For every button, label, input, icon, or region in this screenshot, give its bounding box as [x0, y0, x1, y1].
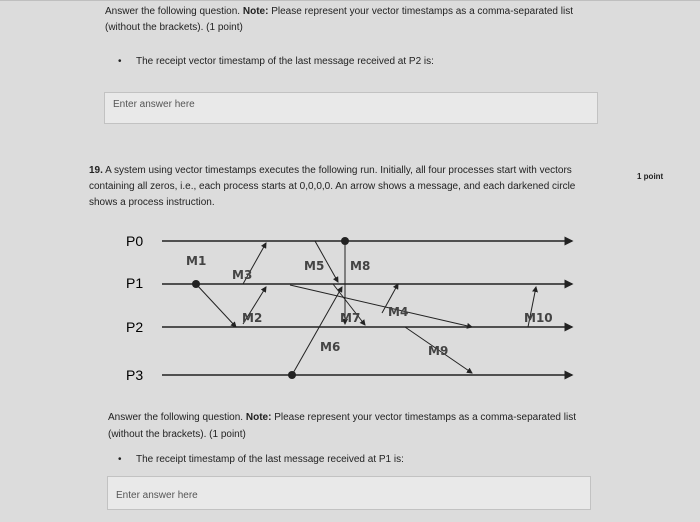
question-top-line2: (without the brackets). (1 point) [105, 22, 243, 33]
bullet-dot: • [118, 56, 122, 67]
bullet-text: The receipt timestamp of the last message received at P1 is: [136, 454, 404, 465]
message-label-m1: M1 [186, 254, 207, 268]
message-arrow-m4 [290, 285, 472, 327]
process-label-p2: P2 [126, 319, 144, 335]
question-19 [89, 163, 579, 211]
question-top-bullet [118, 56, 434, 67]
bullet-text: The receipt vector timestamp of the last message received at P2 is: [136, 56, 434, 67]
question-bottom-bullet [118, 454, 404, 465]
answer-input-p2[interactable] [104, 92, 598, 124]
top-divider [0, 0, 700, 1]
instruction-suffix: Please represent your vector timestamps as a comma-separated list [271, 6, 573, 17]
message-label-m10: M10 [524, 311, 553, 325]
message-label-m2: M2 [242, 311, 263, 325]
answer-placeholder: Enter answer here [116, 490, 198, 501]
process-label-p1: P1 [126, 275, 144, 291]
vector-timestamp-diagram [100, 225, 580, 395]
question-19-text: A system using vector timestamps executes the following run. Initially, all four processes start with vectors containing all zeros, i.e., each process starts at 0,0,0,0. An arrow shows a message, and each darkened circle shows a process instruction. [89, 165, 576, 208]
note-label: Note: [242, 6, 269, 17]
points-badge: 1 point [637, 172, 664, 181]
message-label-m3: M3 [232, 268, 253, 282]
process-label-p0: P0 [126, 233, 144, 249]
bullet-dot: • [118, 454, 122, 465]
message-label-m8: M8 [350, 259, 371, 273]
process-label-p3: P3 [126, 367, 144, 383]
question-bottom-text [108, 409, 578, 443]
message-label-m5: M5 [304, 259, 325, 273]
note-label: Note: [245, 412, 272, 423]
message-label-m6: M6 [320, 340, 341, 354]
message-label-m9: M9 [428, 344, 449, 358]
instruction-suffix: Please represent your vector timestamps as a comma-separated list [274, 412, 576, 423]
question-top-text [105, 6, 625, 47]
message-arrow-m6 [292, 287, 342, 375]
answer-input-p1[interactable] [107, 476, 591, 510]
question-bottom-line2: (without the brackets). (1 point) [108, 429, 246, 440]
message-label-m4: M4 [388, 305, 409, 319]
instruction-prefix: Answer the following question. [105, 6, 241, 17]
instruction-prefix: Answer the following question. [108, 412, 244, 423]
question-number: 19. [89, 165, 103, 176]
answer-placeholder: Enter answer here [113, 99, 195, 110]
message-label-m7: M7 [340, 311, 361, 325]
message-arrow-m1 [196, 284, 236, 327]
question-bottom-line1 [108, 409, 578, 426]
